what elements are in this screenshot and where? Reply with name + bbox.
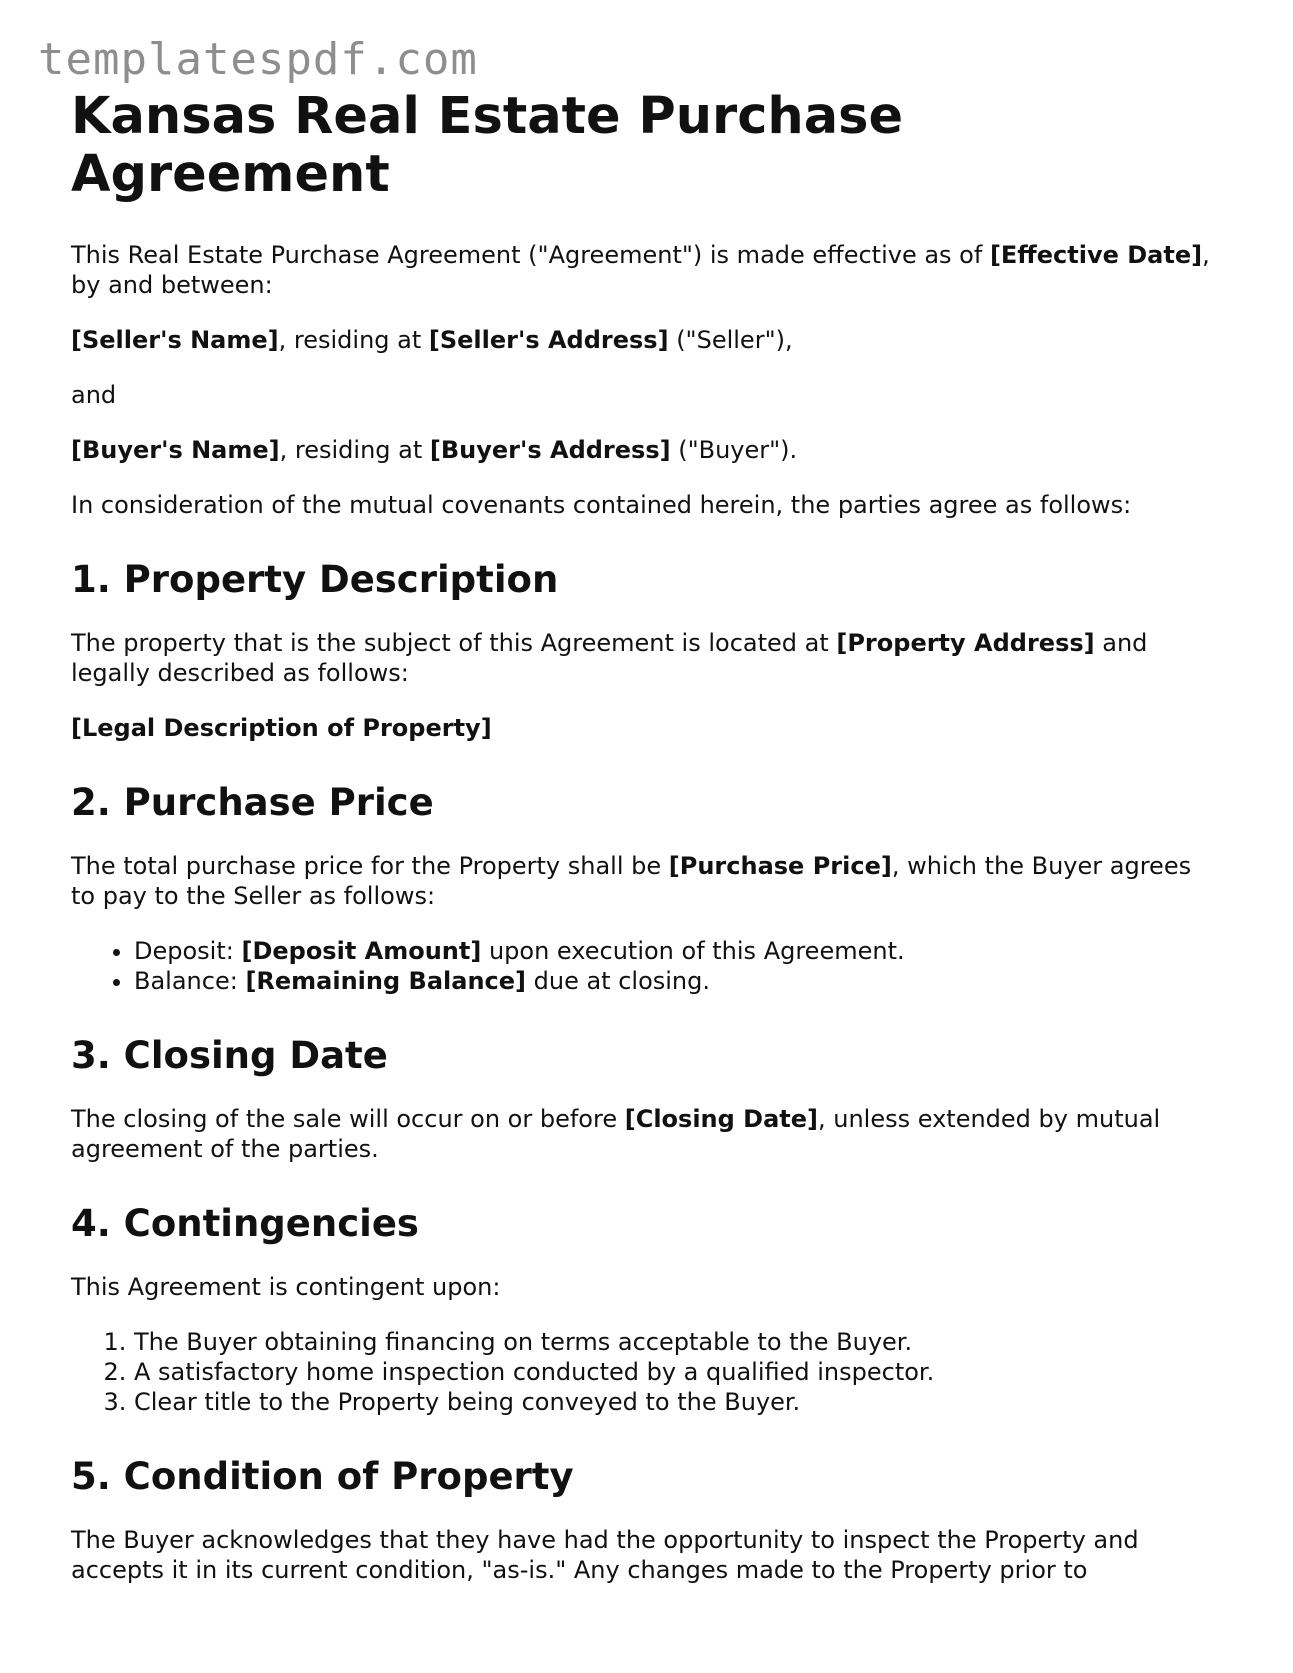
- watermark: templatespdf.com: [38, 34, 478, 85]
- and-text: and: [71, 381, 117, 409]
- contingencies-list: [71, 1327, 1221, 1417]
- intro-text-1: This Real Estate Purchase Agreement ("Agreement") is made effective as of: [71, 241, 990, 269]
- property-address-placeholder: [Property Address]: [836, 629, 1095, 657]
- section-heading-purchase-price: 2. Purchase Price: [71, 781, 434, 824]
- seller-end-text: ("Seller"),: [668, 326, 793, 354]
- seller-mid-text: , residing at: [278, 326, 429, 354]
- closing-text-1: The closing of the sale will occur on or before: [71, 1105, 625, 1133]
- list-item: 2. A satisfactory home inspection conducted by a qualified inspector.: [134, 1357, 1221, 1387]
- property-text-2: and legally described as follows:: [71, 629, 1148, 687]
- payment-rest: upon execution of this Agreement.: [481, 937, 905, 965]
- payment-list: [71, 936, 1221, 996]
- buyer-line: [71, 435, 1221, 465]
- buyer-end-text: ("Buyer").: [670, 436, 798, 464]
- section-heading-property-description: 1. Property Description: [71, 558, 559, 601]
- closing-text-2: , unless extended by mutual agreement of the parties.: [71, 1105, 1161, 1163]
- payment-label: Deposit:: [134, 937, 242, 965]
- buyer-mid-text: , residing at: [279, 436, 430, 464]
- payment-label: Balance:: [134, 967, 246, 995]
- deposit-amount-placeholder: [Deposit Amount]: [241, 937, 482, 965]
- list-item: 3. Clear title to the Property being conveyed to the Buyer.: [134, 1387, 1221, 1417]
- purchase-price-placeholder: [Purchase Price]: [668, 852, 892, 880]
- section-heading-closing-date: 3. Closing Date: [71, 1034, 388, 1077]
- section-heading-condition-of-property: 5. Condition of Property: [71, 1455, 574, 1498]
- list-item: 1. The Buyer obtaining financing on terms acceptable to the Buyer.: [134, 1327, 1221, 1357]
- intro-text-2: , by and between:: [71, 241, 1210, 299]
- purchase-price-paragraph: [71, 851, 1221, 911]
- contingencies-intro: This Agreement is contingent upon:: [71, 1273, 501, 1301]
- property-description-paragraph: [71, 628, 1221, 688]
- section-heading-contingencies: 4. Contingencies: [71, 1202, 419, 1245]
- intro-paragraph: [71, 240, 1221, 300]
- price-text-2: , which the Buyer agrees to pay to the Seller as follows:: [71, 852, 1192, 910]
- closing-date-placeholder: [Closing Date]: [624, 1105, 818, 1133]
- list-item: [134, 936, 1221, 966]
- payment-rest: due at closing.: [526, 967, 711, 995]
- price-text-1: The total purchase price for the Property shall be: [71, 852, 669, 880]
- list-item: [134, 966, 1221, 996]
- condition-paragraph: The Buyer acknowledges that they have had the opportunity to inspect the Property and accepts it in its current condition, "as-is." Any changes made to the Property prior to: [71, 1526, 1139, 1584]
- document: [71, 88, 1221, 1610]
- property-text-1: The property that is the subject of this Agreement is located at: [71, 629, 837, 657]
- buyer-address-placeholder: [Buyer's Address]: [429, 436, 671, 464]
- buyer-name-placeholder: [Buyer's Name]: [71, 436, 280, 464]
- legal-description-placeholder: [Legal Description of Property]: [71, 714, 492, 742]
- seller-name-placeholder: [Seller's Name]: [71, 326, 279, 354]
- closing-date-paragraph: [71, 1104, 1221, 1164]
- seller-address-placeholder: [Seller's Address]: [428, 326, 669, 354]
- seller-line: [71, 325, 1221, 355]
- remaining-balance-placeholder: [Remaining Balance]: [245, 967, 526, 995]
- legal-description-paragraph: [71, 713, 1221, 743]
- consideration-paragraph: In consideration of the mutual covenants contained herein, the parties agree as follows:: [71, 491, 1132, 519]
- document-title: Kansas Real Estate Purchase Agreement: [71, 87, 904, 204]
- effective-date-placeholder: [Effective Date]: [989, 241, 1203, 269]
